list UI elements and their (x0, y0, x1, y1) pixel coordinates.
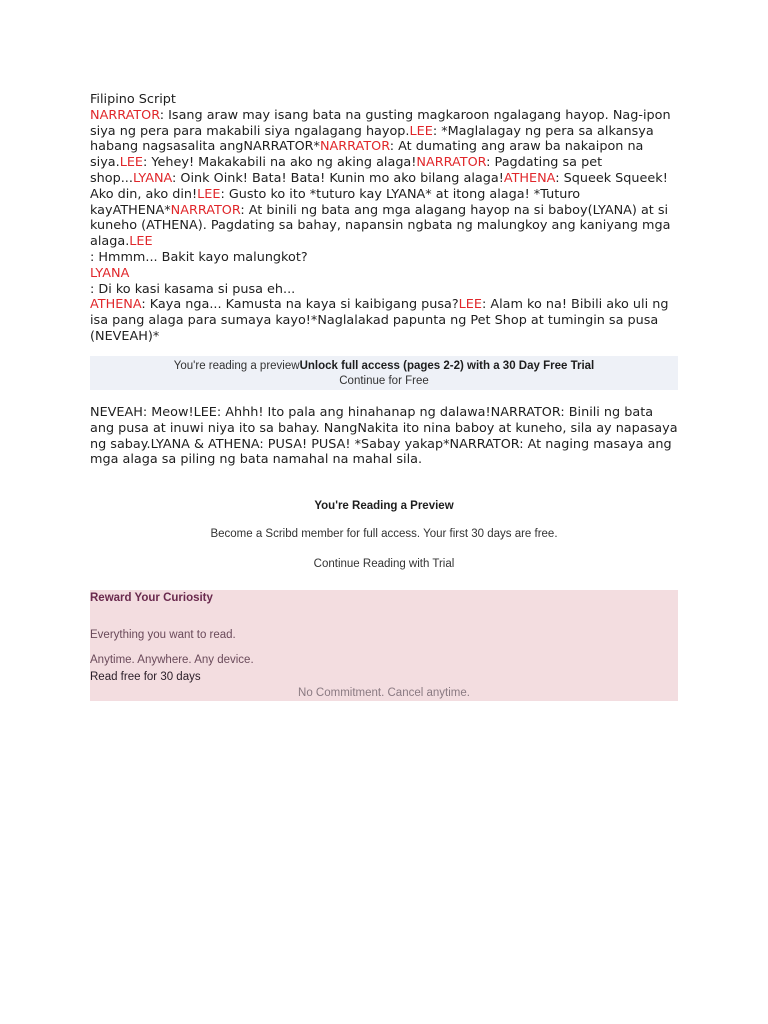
reading-preview-heading: You're Reading a Preview (314, 500, 454, 512)
dialogue-text: : Alam ko na! Bibili ako uli ng isa pang alaga para sumaya kayo!*Naglalakad papunta ng Pet Shop at tumingin sa pusa (NEVEAH)* (90, 297, 669, 344)
speaker-name: LEE (458, 297, 482, 313)
dialogue-text: : At binili ng bata ang mga alagang hayop na si baboy(LYANA) at si kuneho (ATHENA). Pagdating sa bahay, napansin ngbata ng malungkoy ang kaniyang mga alaga. (90, 202, 671, 250)
no-commitment-note: No Commitment. Cancel anytime. (298, 687, 470, 699)
dialogue-text: : Isang araw may isang bata na gusting magkaroon ngalagang hayop. Nag-ipon siya ng pera para makabili siya ngalagang hayop. (90, 107, 671, 139)
script-paragraph (90, 297, 678, 344)
speaker-name: LEE (409, 123, 433, 139)
speaker-name: NARRATOR (170, 202, 241, 218)
dialogue-text: : At dumating ang araw ba nakaipon na siya. (90, 139, 644, 171)
speaker-name: LYANA (132, 170, 173, 186)
read-free-link[interactable]: Read free for 30 days (90, 671, 201, 683)
speaker-name: LEE (129, 234, 153, 250)
unlock-access-link[interactable]: Unlock full access (pages 2-2) with a 30 Day Free Trial (299, 360, 595, 372)
dialogue-text: : Oink Oink! Bata! Bata! Kunin mo ako bilang alaga! (172, 170, 504, 186)
reward-line-anytime: Anytime. Anywhere. Any device. (90, 654, 254, 666)
script-paragraph (90, 250, 678, 266)
dialogue-text: : Kaya nga... Kamusta na kaya si kaibigang pusa? (141, 297, 459, 313)
dialogue-text: : Hmmm... Bakit kayo malungkot? (90, 249, 308, 265)
speaker-name: NARRATOR (90, 107, 160, 123)
document-page-text (90, 92, 678, 345)
script-paragraph (90, 108, 678, 250)
preview-notice: You're reading a preview (173, 360, 300, 372)
speaker-name: ATHENA (90, 297, 142, 313)
speaker-name: LEE (119, 155, 144, 171)
speaker-name: ATHENA (503, 170, 556, 186)
dialogue-text: : Squeek Squeek! Ako din, ako din! (90, 170, 668, 202)
dialogue-text: : Di ko kasi kasama si pusa eh... (90, 281, 296, 297)
dialogue-text: : *Maglalagay ng pera sa alkansya habang nagsasalita angNARRATOR* (90, 123, 654, 155)
document-title: Filipino Script (90, 92, 176, 107)
membership-subtext: Become a Scribd member for full access. Your first 30 days are free. (210, 528, 558, 540)
continue-for-free-button[interactable]: Continue for Free (339, 375, 429, 387)
dialogue-text: : Yehey! Makakabili na ako ng aking alaga! (143, 155, 417, 171)
reward-line-everything: Everything you want to read. (90, 629, 236, 641)
speaker-name: NARRATOR (319, 139, 390, 155)
preview-banner (90, 356, 678, 390)
speaker-name: NARRATOR (416, 155, 487, 171)
continuation-text: NEVEAH: Meow!LEE: Ahhh! Ito pala ang hinahanap ng dalawa!NARRATOR: Binili ng bata ang pusa at inuwi niya ito sa bahay. NangNakita ito nina baboy at kuneho, sila ay napasaya ng sabay.LYANA & ATHENA: PUSA! PUSA! *Sabay yakap*NARRATOR: At naging masaya ang mga alaga sa piling ng bata namahal na mahal sila. (90, 405, 678, 468)
speaker-name: LEE (197, 186, 221, 202)
script-paragraph (90, 266, 678, 282)
reward-panel (90, 590, 678, 701)
reward-title: Reward Your Curiosity (90, 592, 213, 604)
script-paragraph (90, 282, 678, 298)
continue-reading-button[interactable]: Continue Reading with Trial (313, 558, 455, 570)
reading-preview-section (90, 500, 678, 570)
speaker-name: LYANA (90, 265, 130, 281)
dialogue-text: : Pagdating sa pet shop... (90, 155, 603, 186)
dialogue-text: : Gusto ko ito *tuturo kay LYANA* at itong alaga! *Tuturo kayATHENA* (90, 186, 581, 218)
